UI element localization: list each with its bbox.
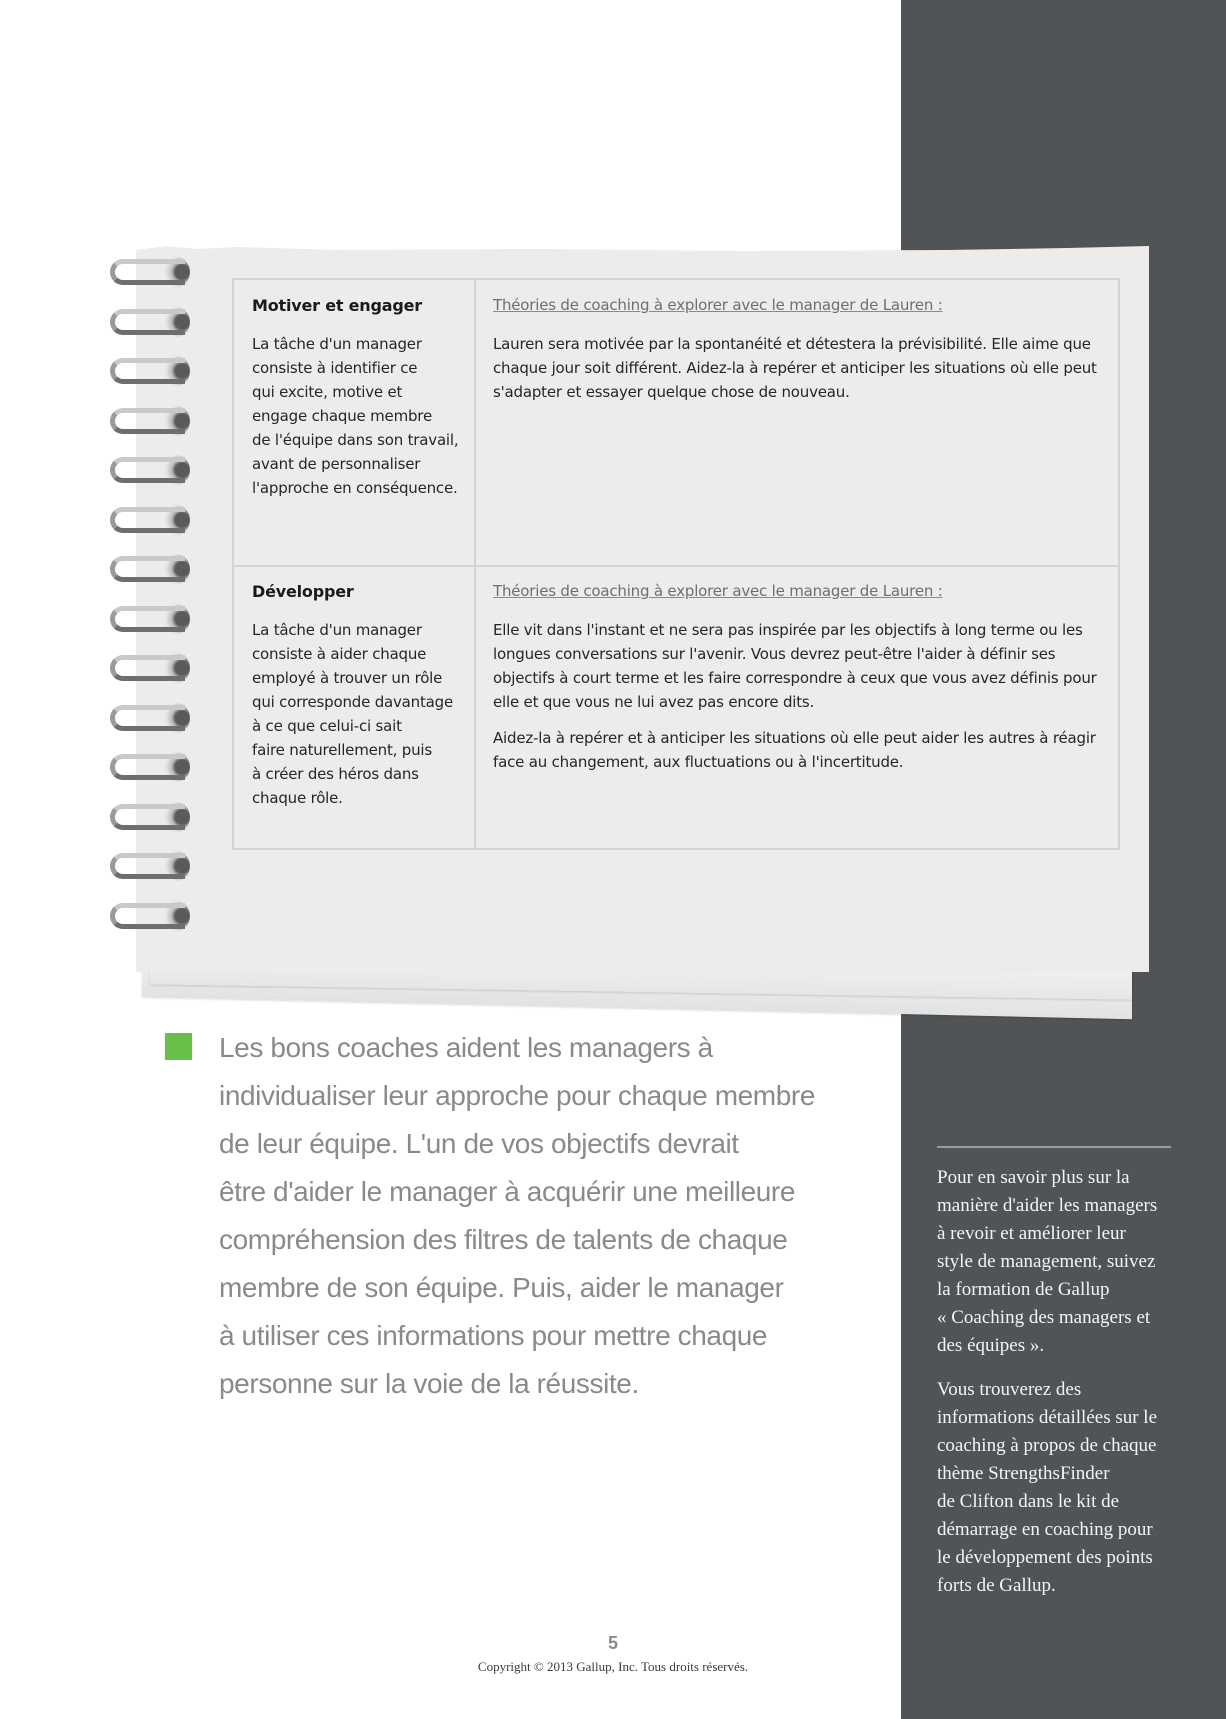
spiral-ring-icon [108,354,194,388]
spiral-ring-icon [108,602,194,636]
spiral-ring-icon [108,305,194,339]
row-title-developper: Développer [252,582,354,601]
ring-wire [110,408,185,434]
table-divider-vertical [474,280,476,848]
ring-wire [110,606,185,632]
note-paragraph: Elle vit dans l'instant et ne sera pas inspirée par les objectifs à long terme ou les longues conversations sur l'avenir. Vous devrez peut-être l'aider à définir ses objectifs à court terme et les faire correspondre à ceux que vous avez définis pour elle et que vous ne lui avez pas encore dits. [493,621,1097,711]
main-paragraph: Les bons coaches aident les managers à individualiser leur approche pour chaque membre de leur équipe. L'un de vos objectifs devrait être d'aider le manager à acquérir une meilleure compréhension des filtres de talents de chaque membre de son équipe. Puis, aider le manager à utiliser ces informations pour mettre chaque personne sur la voie de la réussite. [219,1032,815,1399]
spiral-ring-icon [108,899,194,933]
row-notes-motiver [493,332,1113,416]
table-divider-horizontal [234,565,1118,567]
sidebar-paragraph-training: Pour en savoir plus sur la manière d'aider les managers à revoir et améliorer leur style de management, suivez la formation de Gallup « Coaching des managers et des équipes ». [937,1167,1158,1356]
row-notes-developper [493,618,1113,786]
row-description-developper: La tâche d'un manager consiste à aider chaque employé à trouver un rôle qui corresponde davantage à ce que celui-ci sait faire naturellement, puis à créer des héros dans chaque rôle. [252,621,454,807]
page-number: 5 [607,1633,618,1653]
row-heading-developper: Théories de coaching à explorer avec le manager de Lauren : [493,582,943,600]
spiral-ring-icon [108,255,194,289]
spiral-ring-icon [108,849,194,883]
ring-wire [110,853,185,879]
spiral-ring-icon [108,552,194,586]
spiral-ring-icon [108,453,194,487]
copyright-notice: Copyright © 2013 Gallup, Inc. Tous droits réservés. [477,1659,749,1674]
spiral-ring-icon [108,404,194,438]
sidebar-divider [937,1146,1171,1148]
sidebar-note [937,1164,1177,1616]
ring-wire [110,804,185,830]
ring-wire [110,655,185,681]
ring-wire [110,259,185,285]
ring-wire [110,507,185,533]
ring-wire [110,309,185,335]
spiral-ring-icon [108,800,194,834]
spiral-ring-icon [108,503,194,537]
row-title-motiver: Motiver et engager [252,296,422,315]
ring-wire [110,457,185,483]
note-paragraph: Aidez-la à repérer et à anticiper les situations où elle peut aider les autres à réagir face au changement, aux fluctuations ou à l'incertitude. [493,729,1096,771]
spiral-ring-icon [108,701,194,735]
ring-wire [110,705,185,731]
ring-wire [110,903,185,929]
row-heading-motiver: Théories de coaching à explorer avec le manager de Lauren : [493,296,943,314]
row-description-motiver: La tâche d'un manager consiste à identifier ce qui excite, motive et engage chaque membre de l'équipe dans son travail, avant de personnaliser l'approche en conséquence. [252,335,459,497]
ring-wire [110,754,185,780]
spiral-ring-icon [108,651,194,685]
note-paragraph: Lauren sera motivée par la spontanéité et détestera la prévisibilité. Elle aime que chaque jour soit différent. Aidez-la à repérer et anticiper les situations où elle peut s'adapter et essayer quelque chose de nouveau. [493,335,1097,401]
sidebar-paragraph-kit: Vous trouverez des informations détaillées sur le coaching à propos de chaque thème StrengthsFinder de Clifton dans le kit de démarrage en coaching pour le développement des points forts de Gallup. [937,1379,1158,1596]
ring-wire [110,556,185,582]
green-bullet-icon [165,1033,192,1060]
spiral-ring-icon [108,750,194,784]
ring-wire [110,358,185,384]
